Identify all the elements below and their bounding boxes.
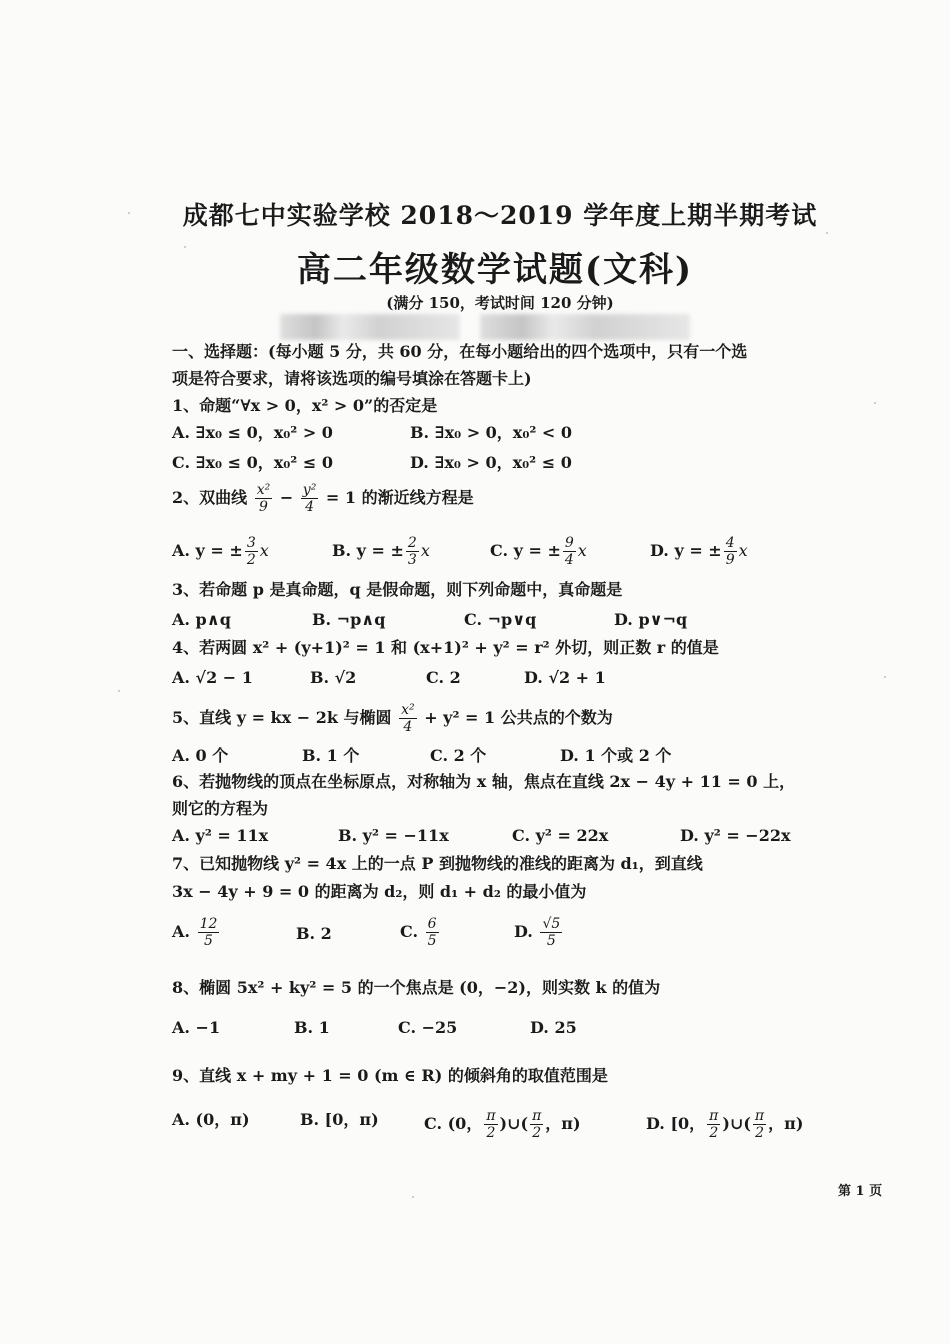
q1-option-d: D. ∃x₀ > 0，x₀² ≤ 0 xyxy=(410,453,572,472)
q3-option-c: C. ¬p∨q xyxy=(464,610,537,629)
q2-b-pre: B. y = ± xyxy=(332,541,404,560)
redacted-region-right xyxy=(480,314,690,340)
scan-speck xyxy=(874,402,876,404)
q9-c-p1: (0， xyxy=(447,1114,483,1133)
q2-b-num: 2 xyxy=(407,535,417,551)
q9-d-p2: ，π) xyxy=(768,1114,804,1133)
q6-option-c: C. y² = 22x xyxy=(512,826,609,845)
q8-option-a: A. −1 xyxy=(172,1018,221,1037)
q2-d-num: 4 xyxy=(725,535,735,551)
q7-a-label: A. xyxy=(172,922,190,941)
school-title: 成都七中实验学校 2018～2019 学年度上期半期考试 xyxy=(182,201,818,230)
q8-option-d: D. 25 xyxy=(530,1018,577,1037)
q7-d-den: 5 xyxy=(546,933,556,949)
q7-a-den: 5 xyxy=(204,933,213,949)
q6-option-a: A. y² = 11x xyxy=(172,826,269,845)
q2-a-frac xyxy=(245,535,258,568)
q9-option-a: A. (0，π) xyxy=(172,1110,250,1129)
q7-c-den: 5 xyxy=(427,933,437,949)
q5-stem-pre: 5、直线 y = kx − 2k 与椭圆 xyxy=(172,708,392,727)
q5-fraction xyxy=(399,702,417,735)
q2-c-post: x xyxy=(577,541,587,560)
q2-c-num: 9 xyxy=(564,535,574,551)
q7-option-d xyxy=(514,916,564,949)
q7-d-frac xyxy=(540,916,562,949)
q2-c-den: 4 xyxy=(564,552,574,568)
q5-option-a: A. 0 个 xyxy=(172,746,229,765)
q6-option-d: D. y² = −22x xyxy=(680,826,791,845)
q2-d-den: 9 xyxy=(725,552,735,568)
q3-option-b: B. ¬p∧q xyxy=(312,610,386,629)
page-number: 第 1 页 xyxy=(838,1184,883,1199)
scan-speck xyxy=(184,246,186,248)
q6-option-b: B. y² = −11x xyxy=(338,826,449,845)
q9-d-frac1 xyxy=(707,1108,720,1141)
q2-fraction-y xyxy=(301,482,319,515)
q5-stem xyxy=(172,702,613,735)
q3-option-a: A. p∧q xyxy=(172,610,231,629)
q2-b-post: x xyxy=(420,541,430,560)
section-intro-line2: 项是符合要求，请将该选项的编号填涂在答题卡上) xyxy=(172,369,532,388)
q2-f2-den: 4 xyxy=(305,499,315,515)
q5-option-d: D. 1 个或 2 个 xyxy=(560,746,672,765)
q2-a-den: 2 xyxy=(246,552,256,568)
q1-option-c: C. ∃x₀ ≤ 0，x₀² ≤ 0 xyxy=(172,453,333,472)
q2-f1-num: x² xyxy=(256,482,271,498)
q8-option-c: C. −25 xyxy=(398,1018,458,1037)
q2-option-b xyxy=(332,535,430,568)
q9-c-p2: ，π) xyxy=(545,1114,581,1133)
q7-c-label: C. xyxy=(400,922,419,941)
q9-c-label: C. xyxy=(424,1114,443,1133)
q7-a-frac xyxy=(198,916,220,949)
q9-option-d xyxy=(646,1108,803,1141)
q2-f2-num: y² xyxy=(302,482,317,498)
q2-option-a xyxy=(172,535,269,568)
q9-d-num1: π xyxy=(709,1108,719,1124)
q9-option-c xyxy=(424,1108,581,1141)
q7-d-num: √5 xyxy=(542,916,561,932)
q2-a-pre: A. y = ± xyxy=(172,541,243,560)
q4-option-d: D. √2 + 1 xyxy=(524,668,606,687)
exam-title: 高二年级数学试题(文科) xyxy=(296,250,694,290)
q1-option-a: A. ∃x₀ ≤ 0，x₀² > 0 xyxy=(172,423,333,442)
q2-b-frac xyxy=(406,535,419,568)
q9-c-num2: π xyxy=(532,1108,542,1124)
q4-option-c: C. 2 xyxy=(426,668,461,687)
q9-d-frac2 xyxy=(753,1108,766,1141)
q9-d-label: D. xyxy=(646,1114,665,1133)
scan-speck xyxy=(128,212,130,214)
q7-stem-line1: 7、已知抛物线 y² = 4x 上的一点 P 到抛物线的准线的距离为 d₁，到直线 xyxy=(172,854,703,873)
q3-option-d: D. p∨¬q xyxy=(614,610,688,629)
q2-c-pre: C. y = ± xyxy=(490,541,561,560)
q2-minus: − xyxy=(279,488,294,507)
q9-c-den2: 2 xyxy=(532,1125,542,1141)
q2-a-num: 3 xyxy=(246,535,256,551)
q9-d-den1: 2 xyxy=(709,1125,719,1141)
q4-option-b: B. √2 xyxy=(310,668,357,687)
q9-c-frac2 xyxy=(530,1108,543,1141)
q7-option-a xyxy=(172,916,221,949)
scan-speck xyxy=(884,676,886,678)
q5-option-c: C. 2 个 xyxy=(430,746,487,765)
q7-option-b: B. 2 xyxy=(296,924,332,943)
q9-c-den1: 2 xyxy=(486,1125,496,1141)
q9-c-frac1 xyxy=(484,1108,497,1141)
q2-d-frac xyxy=(724,535,737,568)
q9-c-mid: )∪( xyxy=(499,1114,529,1133)
q3-stem: 3、若命题 p 是真命题，q 是假命题，则下列命题中，真命题是 xyxy=(172,580,623,599)
q2-stem-pre: 2、双曲线 xyxy=(172,488,248,507)
q8-option-b: B. 1 xyxy=(294,1018,330,1037)
q2-option-d xyxy=(650,535,748,568)
q2-option-c xyxy=(490,535,587,568)
q5-f-num: x² xyxy=(401,702,415,718)
scan-speck xyxy=(826,232,828,234)
q2-d-post: x xyxy=(738,541,748,560)
q9-stem: 9、直线 x + my + 1 = 0 (m ∈ R) 的倾斜角的取值范围是 xyxy=(172,1066,608,1085)
q2-stem xyxy=(172,482,474,515)
q2-d-pre: D. y = ± xyxy=(650,541,722,560)
q6-stem-line2: 则它的方程为 xyxy=(172,799,269,818)
q2-f1-den: 9 xyxy=(259,499,268,515)
q1-stem: 1、命题“∀x > 0，x² > 0”的否定是 xyxy=(172,396,438,415)
q9-d-den2: 2 xyxy=(755,1125,764,1141)
q4-option-a: A. √2 − 1 xyxy=(172,668,253,687)
q2-fraction-x xyxy=(255,482,273,515)
q2-a-post: x xyxy=(259,541,269,560)
scan-speck xyxy=(412,1196,414,1198)
q4-stem: 4、若两圆 x² + (y+1)² = 1 和 (x+1)² + y² = r² 外切，则正数 r 的值是 xyxy=(172,638,719,657)
q9-c-num1: π xyxy=(486,1108,496,1124)
scan-speck xyxy=(118,690,120,692)
q6-stem-line1: 6、若抛物线的顶点在坐标原点，对称轴为 x 轴，焦点在直线 2x − 4y + 11 = 0 上， xyxy=(172,772,796,791)
q7-c-frac xyxy=(426,916,439,949)
section-intro-line1: 一、选择题：(每小题 5 分，共 60 分，在每小题给出的四个选项中，只有一个选 xyxy=(172,342,748,361)
exam-meta: (满分 150，考试时间 120 分钟) xyxy=(386,294,614,312)
q5-f-den: 4 xyxy=(403,719,413,735)
q9-d-num2: π xyxy=(754,1108,765,1124)
q7-option-c xyxy=(400,916,441,949)
q7-stem-line2: 3x − 4y + 9 = 0 的距离为 d₂，则 d₁ + d₂ 的最小值为 xyxy=(172,882,587,901)
q2-b-den: 3 xyxy=(407,552,417,568)
q9-d-mid: )∪( xyxy=(722,1114,751,1133)
q9-d-p1: [0， xyxy=(670,1114,706,1133)
q1-option-b: B. ∃x₀ > 0，x₀² < 0 xyxy=(410,423,573,442)
q5-stem-post: + y² = 1 公共点的个数为 xyxy=(424,708,613,727)
q2-c-frac xyxy=(563,535,576,568)
q8-stem: 8、椭圆 5x² + ky² = 5 的一个焦点是 (0，−2)，则实数 k 的值为 xyxy=(172,978,661,997)
q7-d-label: D. xyxy=(514,922,533,941)
q5-option-b: B. 1 个 xyxy=(302,746,360,765)
q7-c-num: 6 xyxy=(427,916,437,932)
q9-option-b: B. [0，π) xyxy=(300,1110,379,1129)
q2-stem-post: = 1 的渐近线方程是 xyxy=(325,488,474,507)
redacted-region-left xyxy=(280,314,460,340)
q7-a-num: 12 xyxy=(199,916,218,932)
